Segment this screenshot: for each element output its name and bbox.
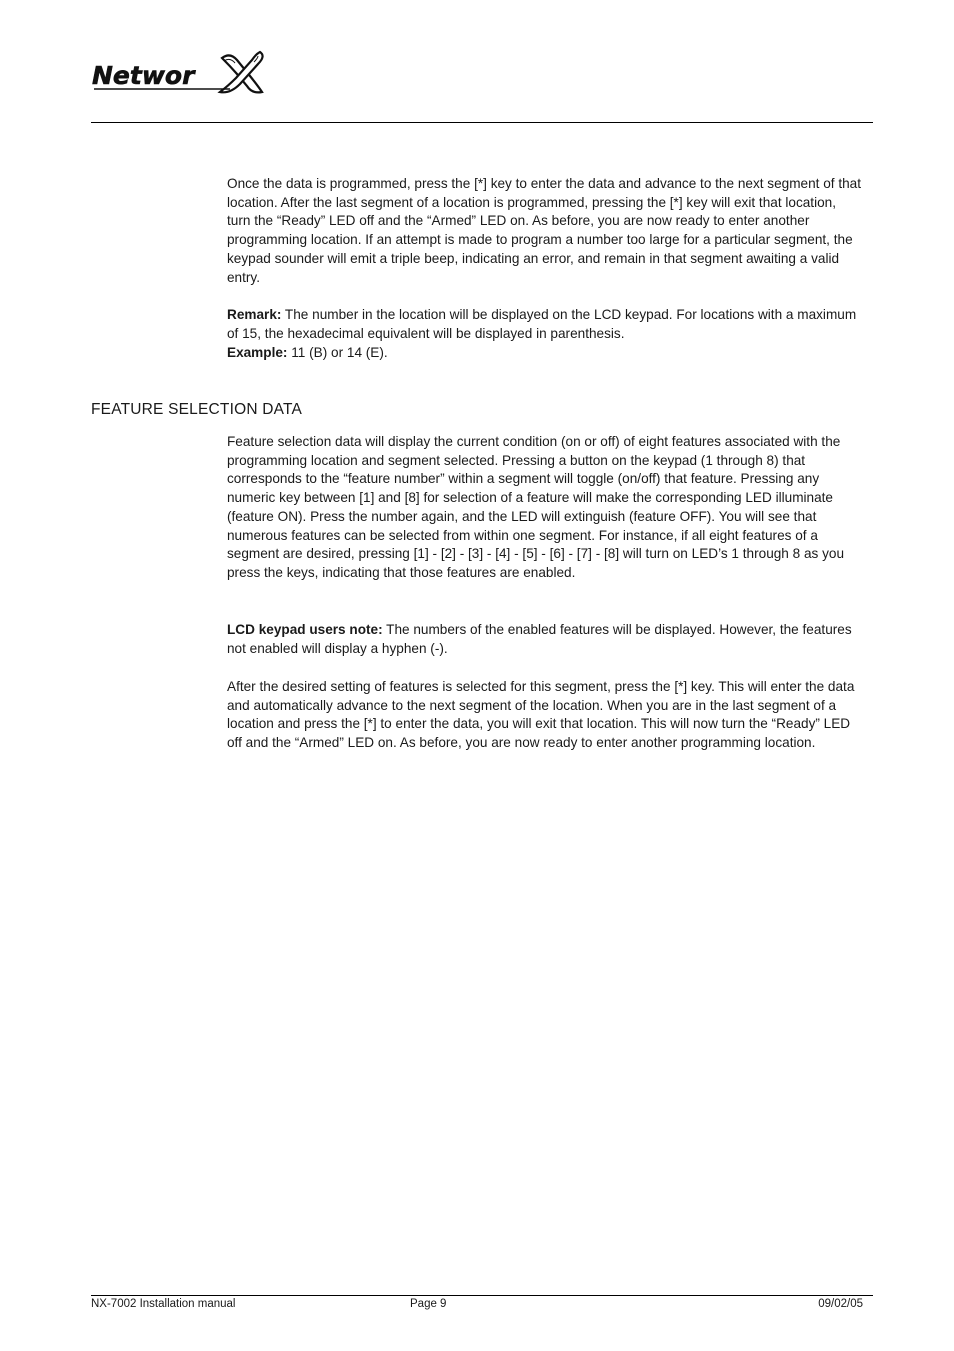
section-heading: FEATURE SELECTION DATA [91,401,303,418]
lcd-note-label: LCD keypad users note: [227,622,383,637]
intro-text: Once the data is programmed, press the [*] key to enter the data and advance to the next segment of that location. After the last segment of a location is programmed, pressing the [*] key will exit that location, turn the “Ready” LED off and the “Armed” LED on. As before, you are now ready to enter another programming location. If an attempt is made to program a number too large for a particular segment, the keypad sounder will emit a triple beep, indicating an error, and remain in that segment awaiting a valid entry. [227,176,862,285]
lcd-note-paragraph [227,621,863,658]
feature-text: Feature selection data will display the current condition (on or off) of eight features associated with the programming location and segment selected. Pressing a button on the keypad (1 through 8) that corresponds to the “feature number” within a segment will toggle (on/off) that feature. Pressing any numeric key between [1] and [8] for selection of a feature will make the corresponding LED illuminate (feature ON). Press the number again, and the LED will extinguish (feature OFF). You will see that numerous features can be selected from within one segment. For instance, if all eight features of a segment are desired, pressing [1] - [2] - [3] - [4] - [5] - [6] - [7] - [8] will turn on LED’s 1 through 8 as you press the keys, indicating that those features are enabled. [227,434,845,580]
logo-x-letter: X [90,46,91,47]
after-setting-paragraph [227,678,863,753]
lcd-note-text: The numbers of the enabled features will be displayed. However, the features not enabled will display a hyphen (-). [227,622,852,656]
example-paragraph [227,344,863,363]
footer-manual-title: NX-7002 Installation manual [91,1298,236,1310]
footer-divider [91,1295,873,1296]
example-label: Example: [227,345,288,360]
header-divider [91,122,873,123]
footer-date: 09/02/05 [818,1298,863,1310]
intro-paragraph [227,175,863,287]
logo-wordmark: Networ [92,61,195,90]
example-text: 11 (B) or 14 (E). [287,345,388,360]
remark-text: The number in the location will be displayed on the LCD keypad. For locations with a maximum of 15, the hexadecimal equivalent will be displayed in parenthesis. [227,307,857,341]
remark-label: Remark: [227,307,282,322]
networx-logo [90,46,270,100]
remark-paragraph [227,306,863,343]
footer-page-number: Page 9 [410,1298,447,1310]
after-setting-text: After the desired setting of features is selected for this segment, press the [*] key. This will enter the data and automatically advance to the next segment of the location. When you are in the last segment of a location and press the [*] to enter the data, you will exit that location. This will now turn the “Ready” LED off and the “Armed” LED on. As before, you are now ready to enter another programming location. [227,679,855,751]
feature-paragraph [227,433,863,583]
